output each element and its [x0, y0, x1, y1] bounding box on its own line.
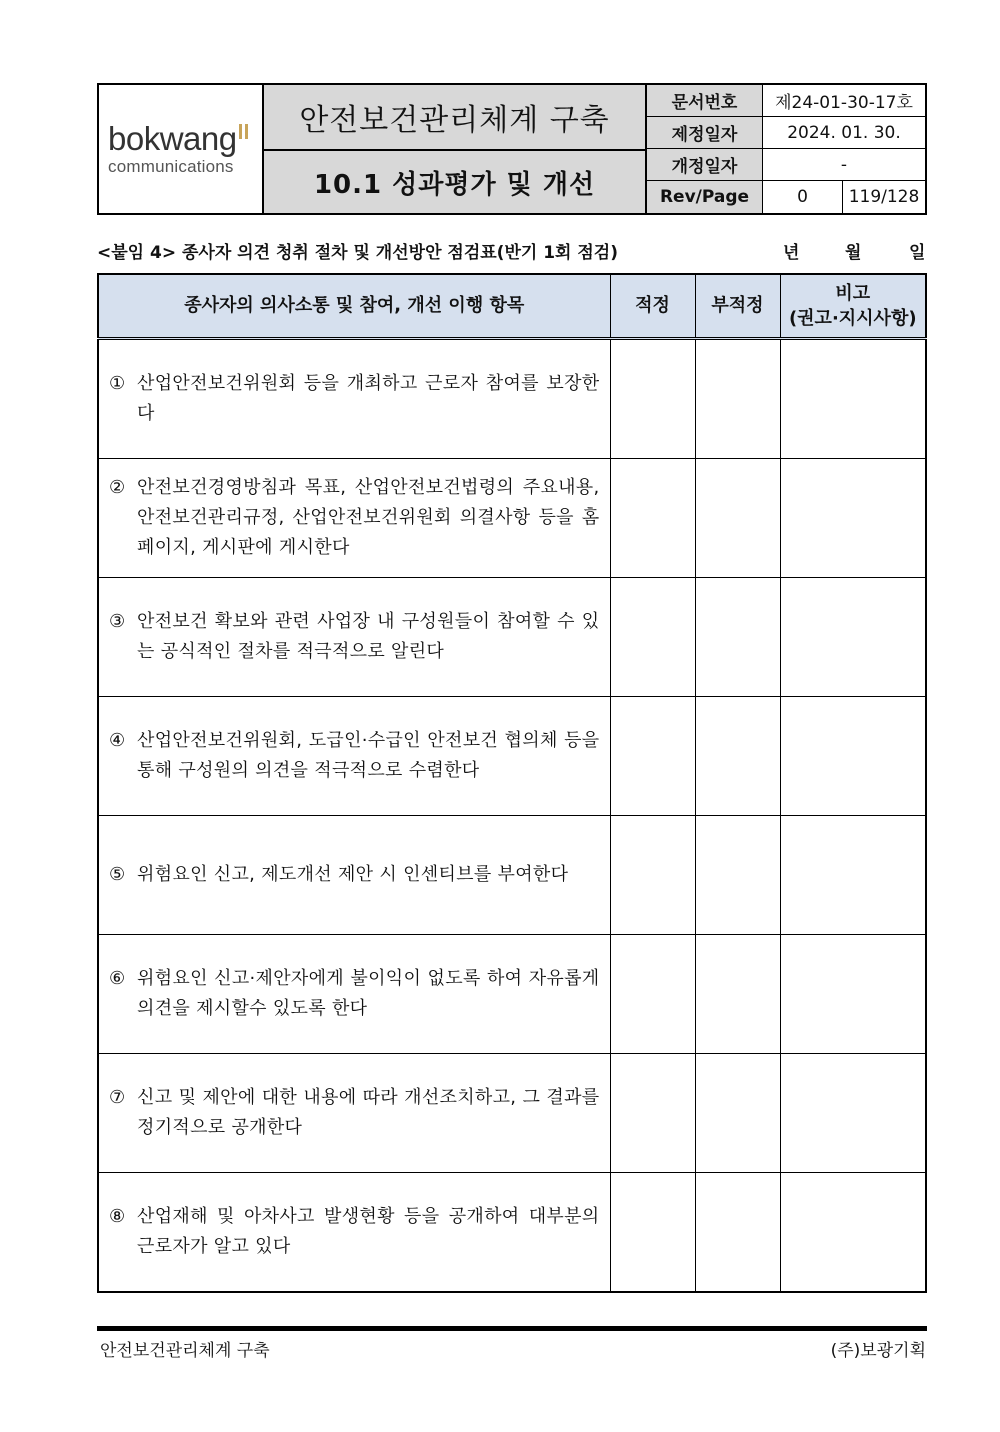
table-row [98, 578, 926, 697]
table-header-row [98, 274, 926, 339]
ok-check-cell[interactable] [610, 935, 695, 1054]
col-ok-header: 적정 [610, 274, 695, 339]
table-row [98, 816, 926, 935]
note-cell[interactable] [780, 339, 926, 459]
ok-check-cell[interactable] [610, 697, 695, 816]
note-cell[interactable] [780, 1054, 926, 1173]
document-header [97, 83, 927, 215]
item-number: ② [109, 477, 126, 498]
table-row [98, 935, 926, 1054]
item-cell [98, 935, 610, 1054]
note-cell[interactable] [780, 697, 926, 816]
item-text: 위험요인 신고, 제도개선 제안 시 인센티브를 부여한다 [137, 864, 569, 885]
item-text: 신고 및 제안에 대한 내용에 따라 개선조치하고, 그 결과를 정기적으로 공개한다 [137, 1087, 600, 1138]
revise-date-value: - [763, 149, 925, 181]
ng-check-cell[interactable] [695, 459, 780, 578]
revise-date-label: 개정일자 [647, 149, 763, 181]
ok-check-cell[interactable] [610, 339, 695, 459]
table-row [98, 1173, 926, 1293]
col-ng-header: 부적정 [695, 274, 780, 339]
logo-accent-bars [239, 124, 248, 139]
checklist-table [97, 273, 927, 1293]
ng-check-cell[interactable] [695, 339, 780, 459]
col-note-header [780, 274, 926, 339]
col-item-header: 종사자의 의사소통 및 참여, 개선 이행 항목 [98, 274, 610, 339]
ok-check-cell[interactable] [610, 816, 695, 935]
caption-month: 월 [845, 243, 862, 263]
table-row [98, 697, 926, 816]
ng-check-cell[interactable] [695, 1173, 780, 1293]
item-cell [98, 1054, 610, 1173]
item-number: ⑧ [109, 1206, 126, 1227]
table-row [98, 339, 926, 459]
document-title: 안전보건관리체계 구축 [264, 85, 645, 151]
ng-check-cell[interactable] [695, 578, 780, 697]
col-note-subtitle: (권고·지시사항) [788, 308, 917, 329]
note-cell[interactable] [780, 578, 926, 697]
table-row [98, 1054, 926, 1173]
item-cell [98, 1173, 610, 1293]
caption-day: 일 [909, 243, 926, 263]
ng-check-cell[interactable] [695, 1054, 780, 1173]
col-note-title: 비고 [835, 282, 871, 304]
document-meta [647, 85, 925, 213]
ok-check-cell[interactable] [610, 1054, 695, 1173]
item-number: ⑦ [109, 1087, 126, 1108]
note-cell[interactable] [780, 816, 926, 935]
item-number: ⑥ [109, 968, 126, 989]
item-number: ③ [109, 611, 126, 632]
footer-company: (주)보광기획 [830, 1341, 926, 1361]
item-cell [98, 459, 610, 578]
enact-date-value: 2024. 01. 30. [763, 117, 925, 149]
doc-no-label: 문서번호 [647, 85, 763, 117]
item-number: ① [109, 373, 126, 394]
item-text: 산업안전보건위원회 등을 개최하고 근로자 참여를 보장한다 [137, 373, 600, 424]
rev-value: 0 [763, 181, 843, 213]
table-caption [97, 238, 927, 264]
ng-check-cell[interactable] [695, 816, 780, 935]
note-cell[interactable] [780, 935, 926, 1054]
caption-year: 년 [783, 243, 800, 263]
ng-check-cell[interactable] [695, 935, 780, 1054]
section-title: 10.1 성과평가 및 개선 [313, 169, 596, 200]
item-number: ⑤ [109, 864, 126, 885]
item-cell [98, 578, 610, 697]
enact-date-label: 제정일자 [647, 117, 763, 149]
logo-brand: bokwang [108, 119, 237, 157]
page-value: 119/128 [848, 187, 920, 207]
item-cell [98, 816, 610, 935]
ok-check-cell[interactable] [610, 1173, 695, 1293]
item-cell [98, 339, 610, 459]
ok-check-cell[interactable] [610, 578, 695, 697]
item-text: 위험요인 신고·제안자에게 불이익이 없도록 하여 자유롭게 의견을 제시할수 있도록 한다 [137, 968, 600, 1019]
table-row [98, 459, 926, 578]
company-logo [99, 85, 264, 213]
footer-divider [97, 1326, 927, 1331]
item-number: ④ [109, 730, 126, 751]
note-cell[interactable] [780, 1173, 926, 1293]
item-text: 안전보건 확보와 관련 사업장 내 구성원들이 참여할 수 있는 공식적인 절차를 적극적으로 알린다 [137, 611, 600, 662]
logo-sub: communications [108, 156, 234, 176]
rev-page-label: Rev/Page [647, 181, 763, 213]
item-text: 안전보건경영방침과 목표, 산업안전보건법령의 주요내용, 안전보건관리규정, 산업안전보건위원회 의결사항 등을 홈페이지, 게시판에 게시한다 [137, 477, 600, 558]
footer-doc-title: 안전보건관리체계 구축 [100, 1341, 270, 1361]
item-text: 산업안전보건위원회, 도급인·수급인 안전보건 협의체 등을 통해 구성원의 의견을 적극적으로 수렴한다 [137, 730, 600, 781]
title-block [264, 85, 647, 213]
doc-no-value: 제24-01-30-17호 [763, 85, 925, 117]
note-cell[interactable] [780, 459, 926, 578]
ng-check-cell[interactable] [695, 697, 780, 816]
item-text: 산업재해 및 아차사고 발생현황 등을 공개하여 대부분의 근로자가 알고 있다 [137, 1206, 600, 1257]
item-cell [98, 697, 610, 816]
caption-text: <붙임 4> 종사자 의견 청취 절차 및 개선방안 점검표(반기 1회 점검) [97, 243, 618, 263]
ok-check-cell[interactable] [610, 459, 695, 578]
